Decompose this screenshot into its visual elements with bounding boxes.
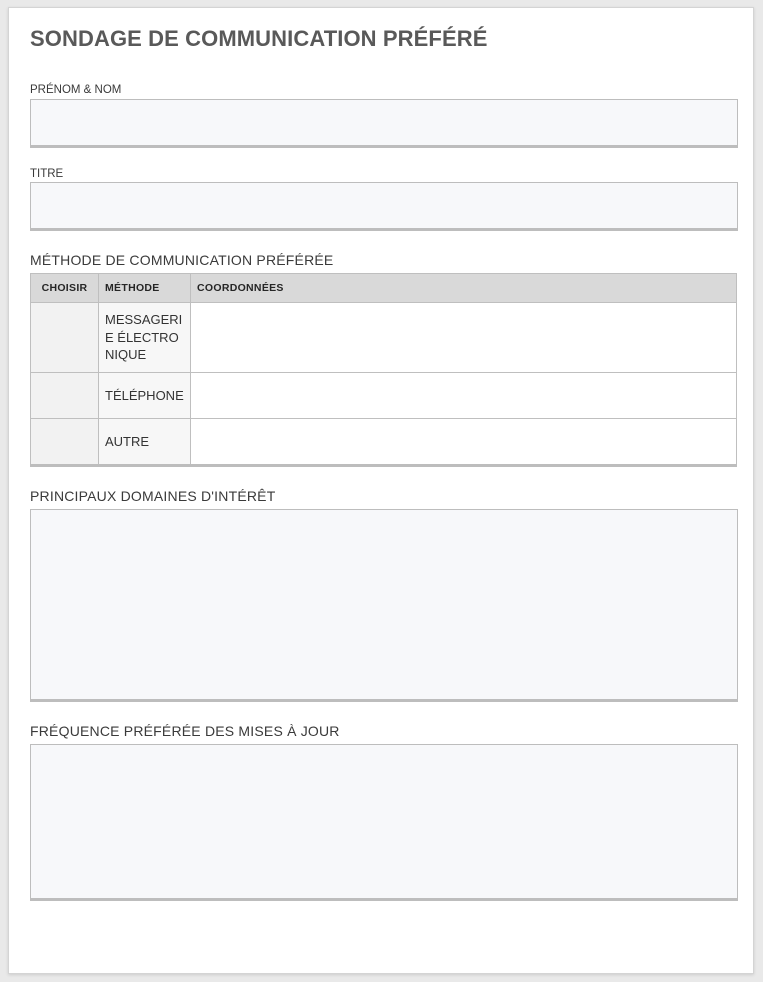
header-method: MÉTHODE <box>99 274 191 303</box>
choose-cell-phone[interactable] <box>31 373 99 419</box>
choose-cell-email[interactable] <box>31 303 99 373</box>
frequency-field[interactable] <box>30 744 738 901</box>
survey-page <box>8 7 754 974</box>
name-label: PRÉNOM & NOM <box>30 84 122 96</box>
table-row-phone <box>31 373 737 419</box>
contact-cell-other[interactable] <box>191 419 737 466</box>
communication-method-table <box>30 273 737 467</box>
table-row-email <box>31 303 737 373</box>
contact-cell-email[interactable] <box>191 303 737 373</box>
choose-cell-other[interactable] <box>31 419 99 466</box>
communication-section-label: MÉTHODE DE COMMUNICATION PRÉFÉRÉE <box>30 252 334 268</box>
header-contact: COORDONNÉES <box>191 274 737 303</box>
interests-section-label: PRINCIPAUX DOMAINES D'INTÉRÊT <box>30 488 276 504</box>
header-choose: CHOISIR <box>31 274 99 303</box>
title-label: TITRE <box>30 168 64 180</box>
method-cell-phone: TÉLÉPHONE <box>99 373 191 419</box>
job-title-field[interactable] <box>30 182 738 231</box>
table-header-row <box>31 274 737 303</box>
table-row-other <box>31 419 737 466</box>
method-cell-email: MESSAGERIE ÉLECTRONIQUE <box>99 303 191 373</box>
frequency-section-label: FRÉQUENCE PRÉFÉRÉE DES MISES À JOUR <box>30 723 340 739</box>
contact-cell-phone[interactable] <box>191 373 737 419</box>
page-title: SONDAGE DE COMMUNICATION PRÉFÉRÉ <box>30 26 488 51</box>
interests-field[interactable] <box>30 509 738 702</box>
name-field[interactable] <box>30 99 738 148</box>
method-cell-other: AUTRE <box>99 419 191 466</box>
